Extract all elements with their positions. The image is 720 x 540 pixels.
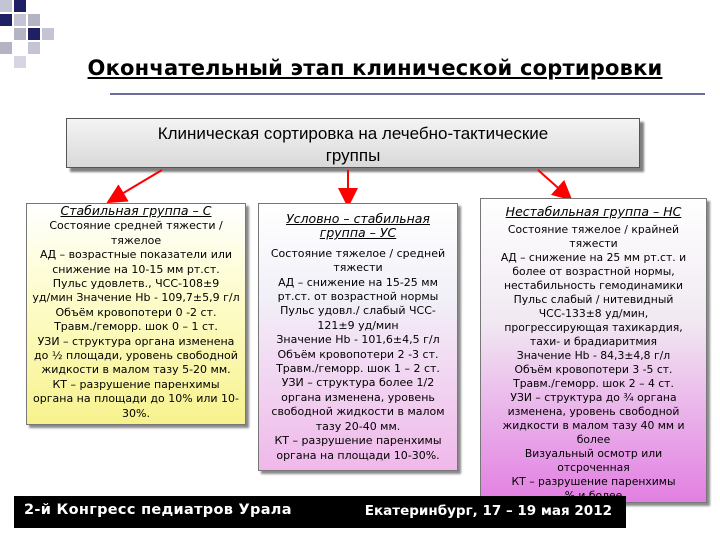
group-stable-text: Состояние средней тяжести / тяжелое АД – возрастные показатели или снижение на 10-15 мм рт.ст. Пульс удовлетв., ЧСС-108±9 уд/мин Значение Hb - 109,7±5,9 г/л Объём кровопотери 0 -2 ст. Травм./геморр. шок 0 – 1 ст. УЗИ – структура органа изменена до ½ площади, уровень свободной жидкости в малом тазу 5-20 мм. КТ – разрушение паренхимы органа на площади до 10% или 10- 30%. [32,219,240,420]
group-unstable-heading: Нестабильная группа – НС [505,204,682,219]
group-conditional-heading: Условно – стабильная группа – УС [286,211,430,241]
group-unstable-box [480,198,707,503]
arrow-right [538,170,565,194]
arrow-left [115,170,162,198]
slide-title: Окончательный этап клинической сортировки [87,56,663,80]
group-stable-box [26,203,246,425]
footer-bar [14,496,626,528]
group-conditional-box [258,203,458,471]
footer-congress: 2-й Конгресс педиатров Урала [24,502,292,518]
footer-location-date: Екатеринбург, 17 – 19 мая 2012 [364,503,612,519]
main-category-text: Клиническая сортировка на лечебно-тактические группы [157,124,549,165]
group-conditional-text: Состояние тяжелое / средней тяжести АД – снижение на 15-25 мм рт.ст. от возрастной нормы Пульс удовл./ слабый ЧСС- 121±9 уд/мин Значение Hb - 101,6±4,5 г/л Объём кровопотери 2 -3 ст. Травм./геморр. шок 1 – 2 ст. УЗИ – структура более 1/2 органа изменена, уровень свободной жидкости в малом тазу 20-40 мм. КТ – разрушение паренхимы органа на площади 10-30%. [270,246,446,462]
group-unstable-text: Состояние тяжелое / крайней тяжести АД – снижение на 25 мм рт.ст. и более от возрастной нормы, нестабильность гемодинамики Пульс слабый / нитевидный ЧСС-133±8 уд/мин, прогрессирующая тахикардия, тахи- и брадиаритмия Значение Hb - 84,3±4,8 г/л Объём кровопотери 3 -5 ст. Травм./геморр. шок 2 – 4 ст. УЗИ – структура до ¾ органа изменена, уровень свободной жидкости в малом тазу 40 мм и более Визуальный осмотр или отсроченная КТ – разрушение паренхимы [500,223,687,489]
group-stable-heading: Стабильная группа – С [60,203,212,218]
